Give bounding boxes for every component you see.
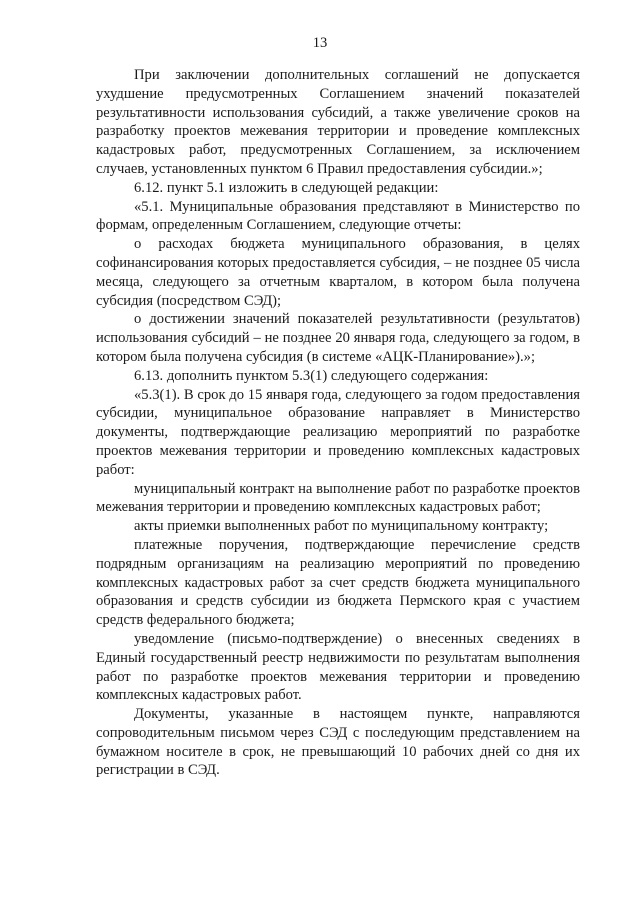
paragraph-documents-submission: Документы, указанные в настоящем пункте, направляются сопроводительным письмом через СЭД с последующим представлением на бумажном носителе в срок, не превышающий 10 рабочих дней со дня их регистрации в СЭД. [96,706,580,779]
paragraph-results-report: о достижении значений показателей результативности (результатов) использования субсидий – не позднее 20 января года, следующего за годом, в котором была получена субсидия (в системе «АЦК-Планирование»).»; [96,311,580,365]
paragraph-5-3-1: «5.3(1). В срок до 15 января года, следующего за годом предоставления субсидии, муниципальное образование направляет в Министерство документы, подтверждающие реализацию мероприятий по разработке проектов межевания территории и проведению комплексных кадастровых работ: [96,386,580,478]
paragraph-expense-report: о расходах бюджета муниципального образования, в целях софинансирования которых предоставляется субсидия, – не позднее 05 числа месяца, следующего за отчетным кварталом, в котором была получена субсидия (посредством СЭД); [96,236,580,309]
paragraph-6-13: 6.13. дополнить пунктом 5.3(1) следующего содержания: [134,367,489,384]
paragraph-amendment-restriction: При заключении дополнительных соглашений не допускается ухудшение предусмотренных Соглашением значений показателей результативности использования субсидий, а также увеличение сроков на разработку проектов межевания территории и проведение комплексных кадастровых работ, предусмотренных Соглашением, за исключением случаев, установленных пунктом 6 Правил предоставления субсидии.»; [96,67,580,177]
document-body [96,66,580,780]
paragraph-payment-orders: платежные поручения, подтверждающие перечисление средств подрядным организациям на реализацию мероприятий по проведению комплексных кадастровых работ за счет средств бюджета муниципального образования и средств субсидии из бюджета Пермского края с участием средств федерального бюджета; [96,536,580,629]
paragraph-notification: уведомление (письмо-подтверждение) о внесенных сведениях в Единый государственный реестр недвижимости по результатам выполнения работ по разработке проектов межевания территории и проведению комплексных кадастровых работ. [96,630,580,704]
paragraph-municipal-contract: муниципальный контракт на выполнение работ по разработке проектов межевания территории и проведению комплексных кадастровых работ; [96,480,580,516]
page-number: 13 [312,35,328,51]
paragraph-acceptance-acts: акты приемки выполненных работ по муниципальному контракту; [134,518,549,535]
paragraph-6-12: 6.12. пункт 5.1 изложить в следующей редакции: [134,179,439,196]
paragraph-5-1: «5.1. Муниципальные образования представляют в Министерство по формам, определенным Соглашением, следующие отчеты: [96,198,580,234]
